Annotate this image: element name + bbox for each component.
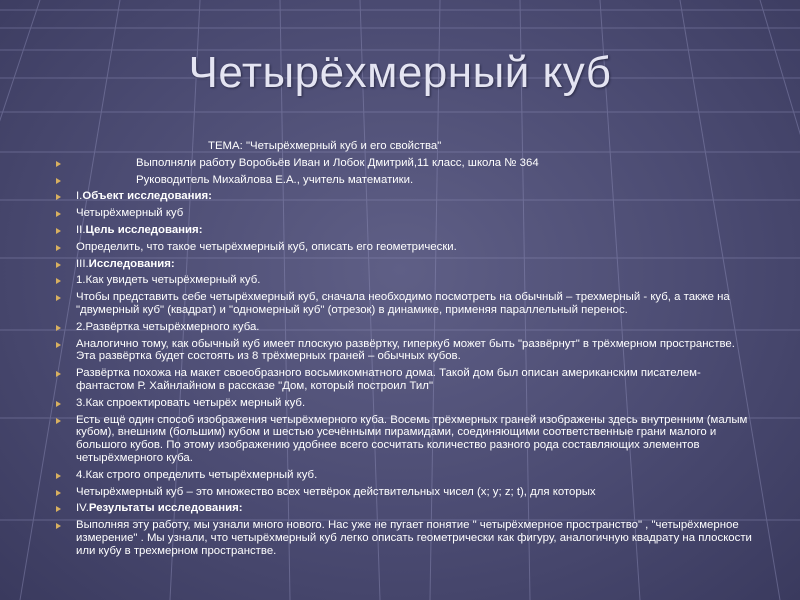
list-item: Есть ещё один способ изображения четырёхмерного куба. Восемь трёхмерных граней изображены здесь внутренним (малым кубом), внешним (большим) кубом и шестью усечёнными пирамидами, соединяющими соответственные грани малого и большого кубов. По этому изображению удобнее всего сосчитать количество разного рода составляющих элементов четырёхмерного куба. xyxy=(56,414,756,465)
list-item: III.Исследования: xyxy=(56,258,756,271)
slide-content xyxy=(56,140,756,562)
section-heading: Объект исследования: xyxy=(82,190,212,203)
list-item: 1.Как увидеть четырёхмерный куб. xyxy=(56,274,756,287)
list-item: Четырёхмерный куб – это множество всех четвёрок действительных чисел (x; y; z; t), для которых xyxy=(56,486,756,499)
list-item: 4.Как строго определить четырёхмерный куб. xyxy=(56,469,756,482)
list-item: Выполняя эту работу, мы узнали много нового. Нас уже не пугает понятие " четырёхмерное пространство" , "четырёхмерное измерение" . Мы узнали, что четырёхмерный куб легко описать геометрически как фигуру, аналогичную квадрату на плоскости или кубу в трехмерном пространстве. xyxy=(56,519,756,557)
list-item: 3.Как спроектировать четырёх мерный куб. xyxy=(56,397,756,410)
list-item: Аналогично тому, как обычный куб имеет плоскую развёртку, гиперкуб может быть "развёрнут" в трёхмерном пространстве. Эта развёртка будет состоять из 8 трёхмерных граней – обычных кубов. xyxy=(56,338,756,364)
list-item: Чтобы представить себе четырёхмерный куб, сначала необходимо посмотреть на обычный – трехмерный - куб, а также на "двумерный куб" (квадрат) и "одномерный куб" (отрезок) в динамике, применяя параллельный перенос. xyxy=(56,291,756,317)
supervisor-line: Руководитель Михайлова Е.А., учитель математики. xyxy=(56,174,756,187)
section-heading: Цель исследования: xyxy=(85,223,203,236)
section-heading: Результаты исследования: xyxy=(88,502,243,515)
theme-line: ТЕМА: "Четырёхмерный куб и его свойства" xyxy=(208,140,442,152)
section-heading: Исследования: xyxy=(88,257,175,270)
list-item: Определить, что такое четырёхмерный куб, описать его геометрически. xyxy=(56,241,756,254)
list-item: II.Цель исследования: xyxy=(56,224,756,237)
list-item: I.Объект исследования: xyxy=(56,190,756,203)
authors-line: Выполняли работу Воробьёв Иван и Лобок Дмитрий,11 класс, школа № 364 xyxy=(56,157,756,170)
list-item: 2.Развёртка четырёхмерного куба. xyxy=(56,321,756,334)
slide-title: Четырёхмерный куб xyxy=(188,48,612,97)
list-item: Четырёхмерный куб xyxy=(56,207,756,220)
list-item: Развёртка похожа на макет своеобразного восьмикомнатного дома. Такой дом был описан американским писателем- фантастом Р. Хайнлайном в рассказе "Дом, который построил Тил" xyxy=(56,367,756,393)
list-item: IV.Результаты исследования: xyxy=(56,502,756,515)
